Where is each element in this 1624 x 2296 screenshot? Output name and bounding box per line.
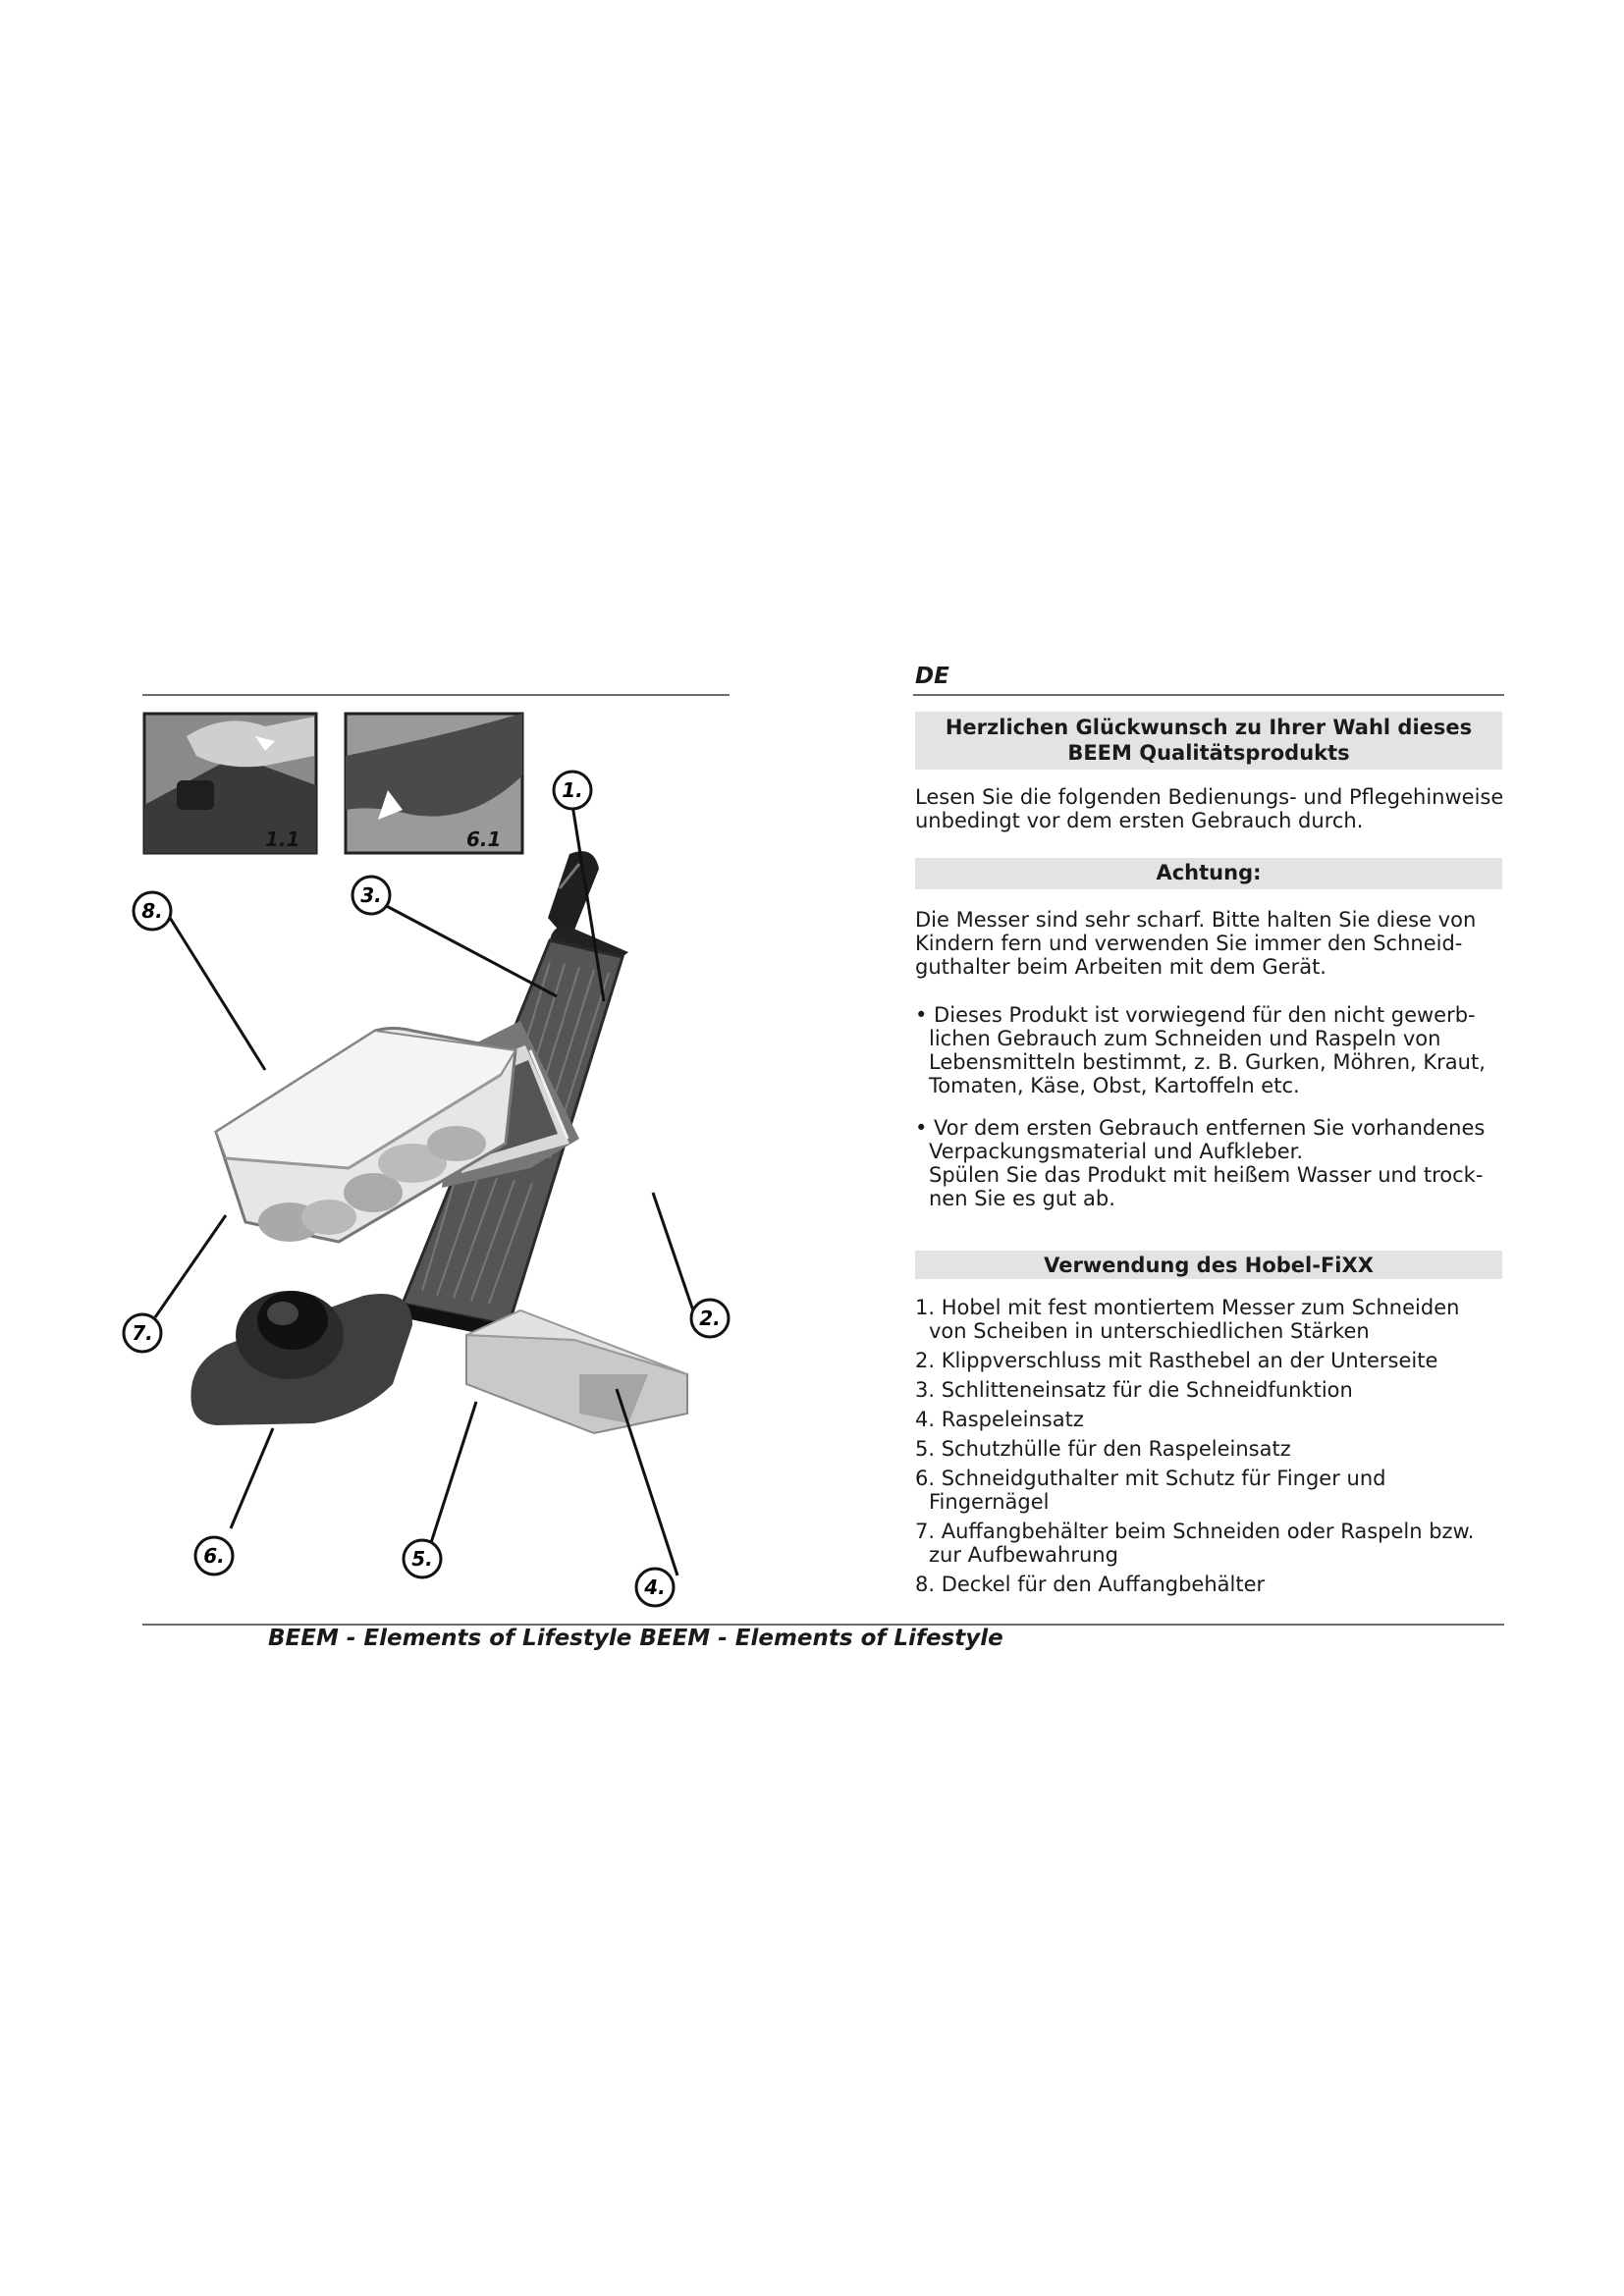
list-item — [915, 1437, 1504, 1461]
intro-line-1: Lesen Sie die folgenden Bedienungs- und Pflegehinweise — [915, 785, 1504, 809]
callout-7-label: 7. — [132, 1321, 153, 1345]
callout-7 — [124, 1314, 161, 1352]
warning-line-3: guthalter beim Arbeiten mit dem Gerät. — [915, 955, 1326, 979]
callout-1-label: 1. — [562, 778, 583, 802]
bullet-1-line-4: Tomaten, Käse, Obst, Kartoffeln etc. — [929, 1074, 1300, 1097]
callout-8-label: 8. — [141, 899, 163, 923]
callout-5-label: 5. — [411, 1547, 433, 1571]
warning-line-2: Kindern fern und verwenden Sie immer den Schneid- — [915, 932, 1463, 955]
callout-4-label: 4. — [644, 1575, 666, 1599]
bullet-usage-scope — [915, 1003, 1504, 1097]
top-rule-left — [142, 694, 730, 696]
list-item — [915, 1408, 1504, 1431]
title-line-2: BEEM Qualitätsprodukts — [1067, 741, 1350, 765]
callout-1 — [554, 772, 591, 809]
inset-detail-6-1 — [346, 714, 522, 853]
inset-label-1-1: 1.1 — [265, 828, 300, 851]
top-rule-right — [913, 694, 1504, 696]
callout-3 — [352, 877, 390, 914]
list-item — [915, 1520, 1504, 1567]
part-6-line-2: Fingernägel — [929, 1490, 1050, 1514]
part-1-line-2: von Scheiben in unterschiedlichen Stärken — [929, 1319, 1370, 1343]
part-2: 2. Klippverschluss mit Rasthebel an der Unterseite — [915, 1349, 1438, 1372]
inset-detail-1-1 — [144, 714, 316, 853]
bullet-2-line-2: Verpackungsmaterial und Aufkleber. — [929, 1140, 1304, 1163]
part-7-line-1: 7. Auffangbehälter beim Schneiden oder Raspeln bzw. — [915, 1520, 1475, 1543]
grater-insert — [466, 1310, 687, 1433]
callout-5 — [404, 1540, 441, 1577]
bullet-1-line-3: Lebensmitteln bestimmt, z. B. Gurken, Möhren, Kraut, — [929, 1050, 1486, 1074]
part-3: 3. Schlitteneinsatz für die Schneidfunktion — [915, 1378, 1353, 1402]
list-item — [915, 1573, 1504, 1596]
usage-heading: Verwendung des Hobel-FiXX — [915, 1251, 1502, 1279]
part-4: 4. Raspeleinsatz — [915, 1408, 1084, 1431]
list-item — [915, 1349, 1504, 1372]
callout-3-label: 3. — [360, 883, 382, 907]
list-item — [915, 1467, 1504, 1514]
warning-line-1: Die Messer sind sehr scharf. Bitte halten Sie diese von — [915, 908, 1477, 932]
bullet-1-line-2: lichen Gebrauch zum Schneiden und Raspeln von — [929, 1027, 1441, 1050]
bullet-2-line-1: • Vor dem ersten Gebrauch entfernen Sie vorhandenes — [915, 1116, 1486, 1140]
bullet-1-line-1: • Dieses Produkt ist vorwiegend für den nicht gewerb- — [915, 1003, 1476, 1027]
list-item — [915, 1378, 1504, 1402]
callout-6 — [195, 1537, 233, 1575]
list-item — [915, 1296, 1504, 1343]
part-7-line-2: zur Aufbewahrung — [929, 1543, 1118, 1567]
part-1-line-1: 1. Hobel mit fest montiertem Messer zum Schneiden — [915, 1296, 1460, 1319]
finger-guard — [190, 1291, 412, 1425]
warning-paragraph — [915, 908, 1504, 979]
part-5: 5. Schutzhülle für den Raspeleinsatz — [915, 1437, 1291, 1461]
bullet-2-line-3: Spülen Sie das Produkt mit heißem Wasser und trock- — [929, 1163, 1484, 1187]
parts-list — [915, 1296, 1504, 1602]
part-6-line-1: 6. Schneidguthalter mit Schutz für Finger und — [915, 1467, 1386, 1490]
title-band — [915, 712, 1502, 770]
language-code: DE — [915, 664, 949, 689]
intro-line-2: unbedingt vor dem ersten Gebrauch durch. — [915, 809, 1364, 832]
product-illustration — [118, 697, 736, 1610]
callout-2-label: 2. — [699, 1307, 721, 1330]
title-line-1: Herzlichen Glückwunsch zu Ihrer Wahl dieses — [945, 716, 1473, 739]
part-8: 8. Deckel für den Auffangbehälter — [915, 1573, 1266, 1596]
callout-2 — [691, 1300, 729, 1337]
callout-6-label: 6. — [203, 1544, 225, 1568]
inset-label-6-1: 6.1 — [466, 828, 502, 851]
bullet-first-use — [915, 1116, 1504, 1210]
callout-8 — [134, 892, 171, 930]
bullet-2-line-4: nen Sie es gut ab. — [929, 1187, 1115, 1210]
callout-4 — [636, 1569, 674, 1606]
warning-heading: Achtung: — [915, 858, 1502, 889]
intro-paragraph — [915, 785, 1504, 832]
footer-tagline: BEEM - Elements of Lifestyle BEEM - Elements of Lifestyle — [268, 1626, 1003, 1651]
